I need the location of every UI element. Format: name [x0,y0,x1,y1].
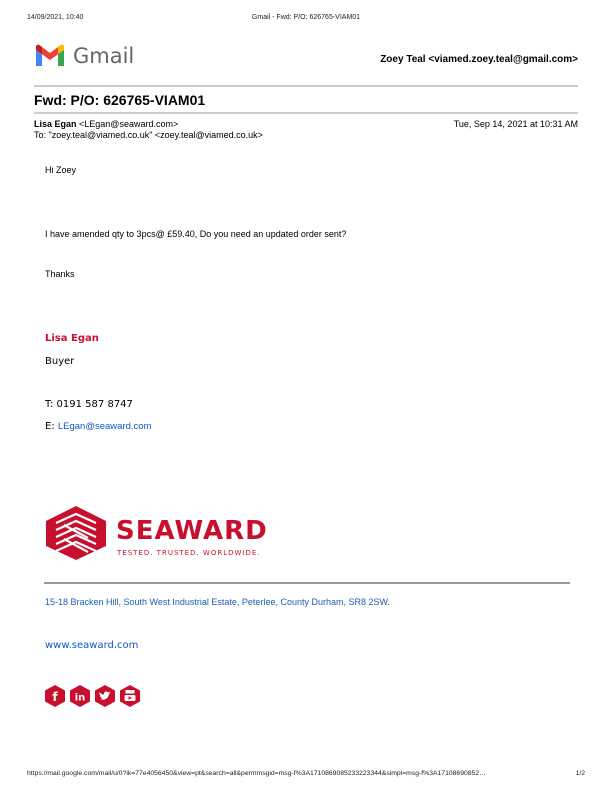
signature-role: Buyer [45,356,75,367]
print-datetime: 14/09/2021, 10:40 [27,14,84,21]
svg-text:in: in [74,692,86,704]
divider [34,85,578,87]
print-url: https://mail.google.com/mail/u/0?ik=77e4056450&view=pt&search=all&permmsgid=msg-f%3A1710869085233223344&simpl=msg-f%3A17108690852… [27,770,486,777]
email-subject: Fwd: P/O: 626765-VIAM01 [34,92,206,108]
twitter-icon[interactable] [94,685,116,707]
recipient: To: "zoey.teal@viamed.co.uk" <zoey.teal@viamed.co.uk> [34,130,263,140]
social-links [44,685,141,707]
youtube-icon[interactable] [119,685,141,707]
website-link[interactable]: www.seaward.com [45,640,139,651]
svg-text:f: f [52,690,58,704]
closing: Thanks [45,269,75,279]
seaward-logo-icon [44,506,108,565]
message-body: I have amended qty to 3pcs@ £59.40, Do you need an updated order sent? [45,229,347,239]
email-date: Tue, Sep 14, 2021 at 10:31 AM [453,119,578,129]
signature-email-prefix: E: [45,421,58,432]
linkedin-icon[interactable] [69,685,91,707]
signature-phone: T: 0191 587 8747 [45,399,133,410]
sender-email: <LEgan@seaward.com> [79,119,179,129]
gmail-logo-text: Gmail [73,44,135,68]
sender [34,119,178,129]
signature-email-link[interactable]: LEgan@seaward.com [57,421,152,432]
address-link[interactable]: 15-18 Bracken Hill, South West Industrial Estate, Peterlee, County Durham, SR8 2SW [45,597,388,607]
greeting: Hi Zoey [45,165,77,175]
signature-divider [44,582,570,584]
sender-name: Lisa Egan [34,119,77,129]
divider [34,112,578,114]
print-page-number: 1/2 [575,770,585,777]
signature-email [45,421,151,432]
gmail-logo-icon [34,44,66,73]
seaward-wordmark: SEAWARD [116,516,268,546]
facebook-icon[interactable] [44,685,66,707]
account-name: Zoey Teal <viamed.zoey.teal@gmail.com> [380,54,578,65]
print-title: Gmail - Fwd: P/O: 626765-VIAM01 [251,14,361,21]
seaward-tagline: TESTED. TRUSTED. WORLDWIDE. [117,549,261,557]
signature-name: Lisa Egan [45,333,99,344]
address-period: . [387,597,391,607]
company-address [45,597,390,607]
